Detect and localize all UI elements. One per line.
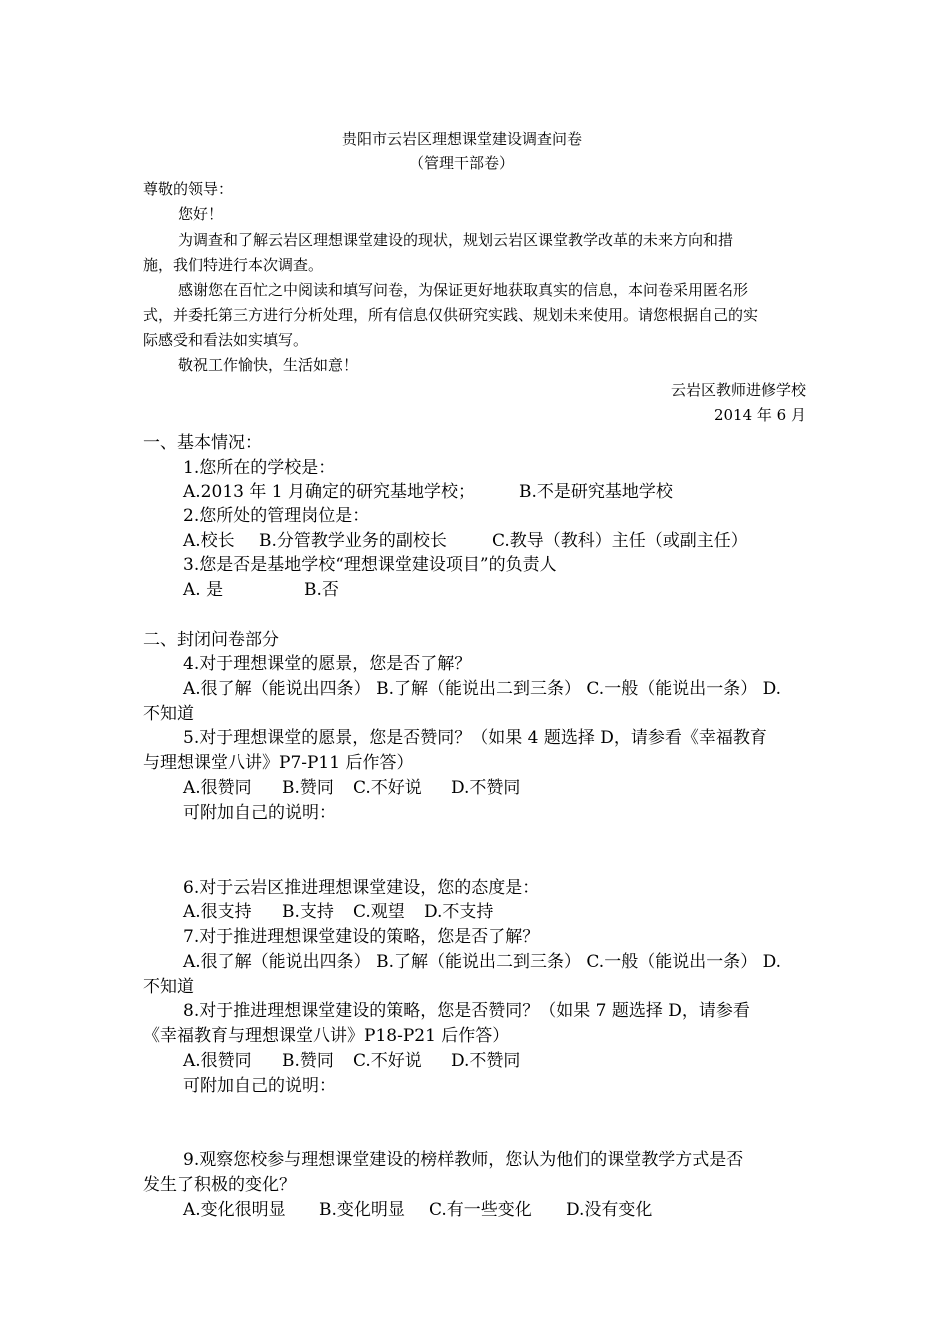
q6-option-d: D.不支持 — [424, 902, 494, 922]
q8-text-line2: 《幸福教育与理想课堂八讲》P18-P21 后作答） — [143, 1026, 510, 1046]
q8-option-a: A.很赞同 — [183, 1051, 252, 1071]
intro-para1-line1: 为调查和了解云岩区理想课堂建设的现状，规划云岩区课堂教学改革的未来方向和措 — [178, 231, 734, 249]
q3-text: 3.您是否是基地学校“理想课堂建设项目”的负责人 — [183, 555, 557, 575]
greeting: 您好！ — [178, 205, 224, 223]
q5-note-label: 可附加自己的说明： — [183, 803, 336, 823]
q6-option-b: B.支持 — [282, 902, 334, 922]
q5-option-c: C.不好说 — [353, 778, 422, 798]
q4-text: 4.对于理想课堂的愿景，您是否了解？ — [183, 654, 472, 674]
intro-para1-line2: 施，我们特进行本次调查。 — [143, 256, 324, 274]
q9-option-d: D.没有变化 — [566, 1200, 653, 1220]
q4-options-continued: 不知道 — [143, 704, 194, 724]
q1-text: 1.您所在的学校是： — [183, 458, 336, 478]
q5-option-a: A.很赞同 — [183, 778, 252, 798]
q6-option-c: C.观望 — [353, 902, 405, 922]
q9-text-line1: 9.观察您校参与理想课堂建设的榜样教师，您认为他们的课堂教学方式是否 — [183, 1150, 744, 1170]
q5-text-line2: 与理想课堂八讲》P7-P11 后作答） — [143, 753, 414, 773]
q3-option-a: A. 是 — [183, 580, 224, 600]
section1-heading: 一、基本情况： — [143, 433, 262, 453]
q5-option-d: D.不赞同 — [451, 778, 521, 798]
document-title: 贵阳市云岩区理想课堂建设调查问卷 — [342, 130, 583, 148]
q8-option-d: D.不赞同 — [451, 1051, 521, 1071]
intro-para2-line1: 感谢您在百忙之中阅读和填写问卷，为保证更好地获取真实的信息，本问卷采用匿名形 — [178, 281, 749, 299]
sender: 云岩区教师进修学校 — [670, 381, 806, 399]
q2-option-b: B.分管教学业务的副校长 — [259, 531, 447, 551]
q8-note-label: 可附加自己的说明： — [183, 1076, 336, 1096]
section2-heading: 二、封闭问卷部分 — [143, 630, 279, 650]
q7-options-continued: 不知道 — [143, 977, 194, 997]
intro-para2-line3: 际感受和看法如实填写。 — [143, 331, 309, 349]
q4-options: A.很了解（能说出四条） B.了解（能说出二到三条） C.一般（能说出一条） D. — [183, 679, 782, 699]
closing-wish: 敬祝工作愉快，生活如意！ — [178, 356, 359, 374]
q8-option-b: B.赞同 — [282, 1051, 334, 1071]
salutation: 尊敬的领导： — [143, 180, 234, 198]
q5-text-line1: 5.对于理想课堂的愿景，您是否赞同？（如果 4 题选择 D，请参看《幸福教育 — [183, 728, 767, 748]
q5-option-b: B.赞同 — [282, 778, 334, 798]
q2-option-a: A.校长 — [183, 531, 235, 551]
q8-text-line1: 8.对于推进理想课堂建设的策略，您是否赞同？（如果 7 题选择 D，请参看 — [183, 1001, 750, 1021]
q6-option-a: A.很支持 — [183, 902, 252, 922]
intro-para2-line2: 式，并委托第三方进行分析处理，所有信息仅供研究实践、规划未来使用。请您根据自己的实 — [143, 306, 759, 324]
q3-option-b: B.否 — [304, 580, 339, 600]
date: 2014 年 6 月 — [713, 406, 806, 424]
q7-options: A.很了解（能说出四条） B.了解（能说出二到三条） C.一般（能说出一条） D. — [183, 952, 782, 972]
q2-option-c: C.教导（教科）主任（或副主任） — [492, 531, 748, 551]
q9-option-a: A.变化很明显 — [183, 1200, 286, 1220]
q1-option-a: A.2013 年 1 月确定的研究基地学校； — [183, 482, 475, 502]
document-subtitle: （管理干部卷） — [409, 154, 515, 172]
q9-option-b: B.变化明显 — [319, 1200, 405, 1220]
q8-option-c: C.不好说 — [353, 1051, 422, 1071]
q9-option-c: C.有一些变化 — [429, 1200, 532, 1220]
q2-text: 2.您所处的管理岗位是： — [183, 506, 370, 526]
q7-text: 7.对于推进理想课堂建设的策略，您是否了解？ — [183, 927, 540, 947]
q1-option-b: B.不是研究基地学校 — [519, 482, 673, 502]
q6-text: 6.对于云岩区推进理想课堂建设，您的态度是： — [183, 878, 540, 898]
q9-text-line2: 发生了积极的变化？ — [143, 1175, 296, 1195]
